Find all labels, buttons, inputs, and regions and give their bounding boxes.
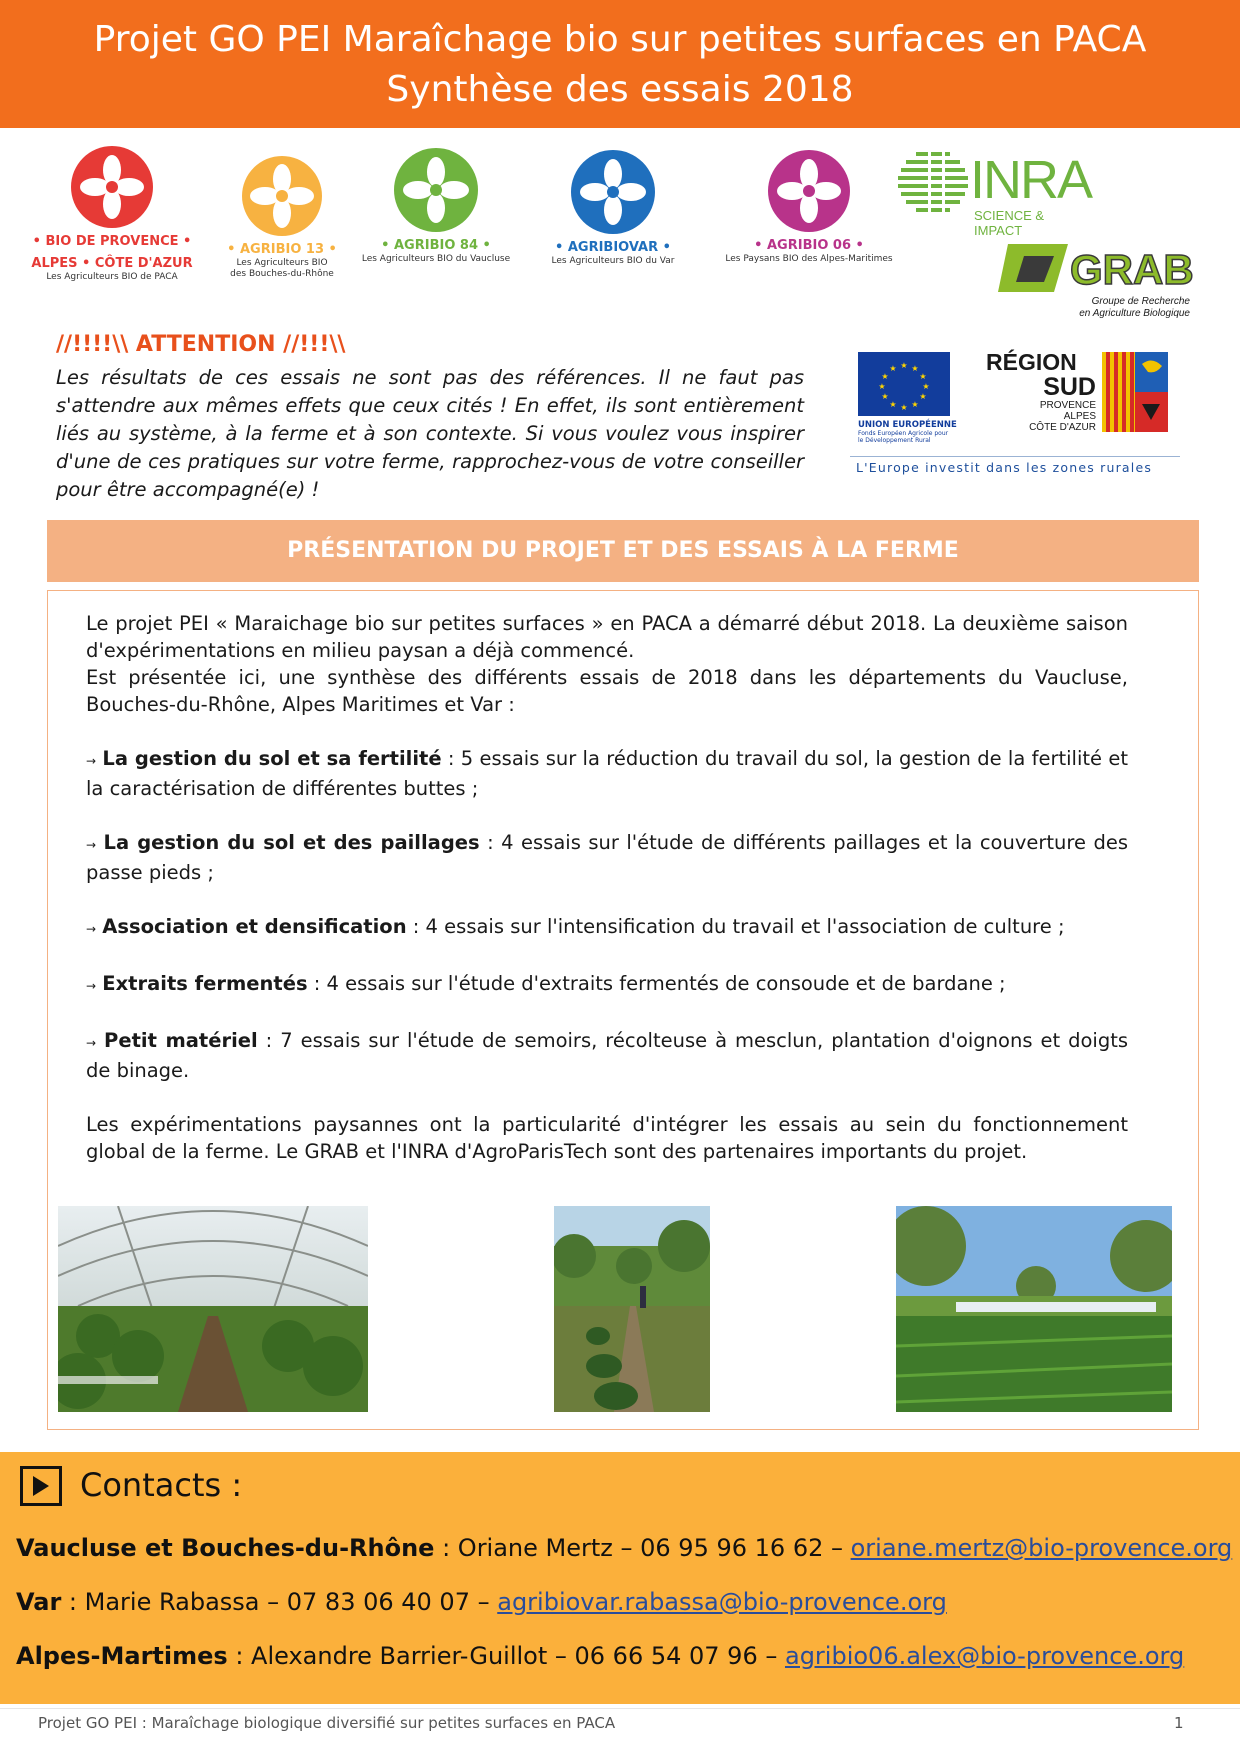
intro-paragraph-1: Le projet PEI « Maraichage bio sur petites surfaces » en PACA a démarré début 2018. La deuxième saison d'expérimentations en milieu paysan a déjà commencé. [86,612,1128,662]
eu-label: UNION EUROPÉENNE [858,420,957,430]
svg-text:★: ★ [889,400,897,409]
contact-region: Var [16,1588,62,1616]
section-title: PRÉSENTATION DU PROJET ET DES ESSAIS À LA FERME [287,538,959,563]
contact-person: : Alexandre Barrier-Guillot – 06 66 54 07 96 – [227,1642,785,1670]
photo-field [896,1206,1172,1412]
logo-subtitle: Les Paysans BIO des Alpes-Maritimes [725,254,893,264]
list-item [86,829,1128,886]
contact-person: : Marie Rabassa – 07 83 06 40 07 – [61,1588,498,1616]
grab-subtitle-1: Groupe de Recherche [1091,296,1190,307]
eu-flag-icon [858,352,950,416]
region-sud-logo [986,350,1096,433]
inra-wordmark: INRA [970,150,1092,210]
item-label: La gestion du sol et des paillages [103,831,480,854]
item-label: Association et densification [102,915,407,938]
page-subtitle: Synthèse des essais 2018 [386,69,854,110]
eu-region-logos [850,348,1180,476]
list-item [86,1027,1128,1084]
logo-name-2: ALPES • CÔTE D'AZUR [31,256,193,271]
flower-icon [242,156,322,236]
arrow-icon: → [86,922,97,936]
svg-text:★: ★ [889,364,897,373]
logo-inra [898,146,1092,238]
flower-icon [571,150,655,234]
photo-greenhouse [58,1206,368,1412]
arrow-icon: → [86,838,97,852]
svg-text:★: ★ [919,372,927,381]
arrow-icon: → [86,1036,97,1050]
svg-text:★: ★ [900,361,908,370]
svg-text:★: ★ [911,400,919,409]
contact-line [16,1640,1184,1672]
region-alpes: ALPES [1063,411,1096,422]
contacts-title: Contacts : [80,1466,243,1504]
arrow-icon: → [86,754,97,768]
contact-region: Vaucluse et Bouches-du-Rhône [16,1534,435,1562]
logo-name: • AGRIBIO 84 • [381,238,491,253]
svg-text:★: ★ [919,392,927,401]
inra-tagline: SCIENCE & IMPACT [974,208,1045,238]
attention-title: //!!!!\\ ATTENTION //!!!\\ [56,332,346,357]
logo-bio-de-provence [28,146,196,283]
header-band [0,0,1240,128]
flower-icon [71,146,153,228]
region-shield-icon [1102,352,1168,432]
region-label: RÉGION [986,349,1077,375]
item-label: Extraits fermentés [102,972,308,995]
item-label: Petit matériel [104,1029,258,1052]
logo-name: • AGRIBIO 13 • [227,242,337,257]
page-number: 1 [1174,1714,1184,1732]
outro-paragraph: Les expérimentations paysannes ont la particularité d'intégrer les essais au sein du fonctionnement global de la ferme. Le GRAB et l'INRA d'AgroParisTech sont des partenaires importants du projet. [86,1113,1128,1163]
logo-subtitle: Les Agriculteurs BIO de PACA [46,272,178,282]
flower-icon [394,148,478,232]
svg-text:★: ★ [911,364,919,373]
logo-agribiovar [538,150,688,267]
logo-subtitle: Les Agriculteurs BIO du Vaucluse [361,254,511,264]
flower-icon [768,150,850,232]
svg-text:★: ★ [900,403,908,412]
presentation-text [86,610,1128,1165]
logo-name: • AGRIBIOVAR • [555,240,671,255]
contact-person: : Oriane Mertz – 06 95 96 16 62 – [434,1534,851,1562]
eu-divider [850,456,1180,457]
item-text: : 4 essais sur l'étude d'extraits fermentés de consoude et de bardane ; [307,972,1006,995]
logo-grab [998,240,1198,324]
list-item [86,745,1128,802]
inra-globe-icon [898,148,968,218]
contact-region: Alpes-Martimes [16,1642,228,1670]
logo-subtitle: Les Agriculteurs BIO du Var [551,256,675,266]
eu-invest-tagline: L'Europe investit dans les zones rurales [856,460,1153,475]
item-text: : 4 essais sur l'intensification du travail et l'association de culture ; [406,915,1065,938]
page-title: Projet GO PEI Maraîchage bio sur petites surfaces en PACA [93,19,1147,60]
item-text: : 7 essais sur l'étude de semoirs, récolteuse à mesclun, plantation d'oignons et doigts de binage. [86,1029,1128,1082]
contact-line [16,1532,1232,1564]
item-text: : 5 essais sur la réduction du travail du sol, la gestion de la fertilité et la caractérisation de différentes buttes ; [86,747,1128,800]
logo-name: • BIO DE PROVENCE • [32,234,192,249]
footer-text: Projet GO PEI : Maraîchage biologique diversifié sur petites surfaces en PACA [38,1714,616,1732]
grab-subtitle [1010,296,1190,320]
eu-caption [858,420,978,444]
list-item [86,970,1128,1000]
svg-text:★: ★ [878,382,886,391]
region-provence: PROVENCE [1039,400,1096,411]
item-text: : 4 essais sur l'étude de différents paillages et la couverture des passe pieds ; [86,831,1128,884]
grab-wordmark: GRAB [1070,246,1194,293]
logo-agribio-13 [218,156,346,280]
logo-name: • AGRIBIO 06 • [754,238,864,253]
region-sud: SUD [1043,373,1096,401]
eu-fund: Fonds Européen Agricole pour le Développement Rural [858,430,949,444]
grab-subtitle-2: en Agriculture Biologique [1079,308,1190,319]
logo-subtitle-2: des Bouches-du-Rhône [230,269,334,279]
svg-text:★: ★ [881,392,889,401]
photo-garden-path [554,1206,710,1412]
contact-email-link[interactable]: agribio06.alex@bio-provence.org [784,1642,1185,1670]
svg-text:★: ★ [881,372,889,381]
grab-leaf-icon [998,240,1078,296]
region-cote: CÔTE D'AZUR [1029,422,1096,433]
arrow-icon: → [86,979,97,993]
contact-email-link[interactable]: agribiovar.rabassa@bio-provence.org [497,1588,947,1616]
contact-line [16,1586,947,1618]
logo-subtitle: Les Agriculteurs BIO [236,258,328,268]
item-label: La gestion du sol et sa fertilité [102,747,442,770]
section-header [47,520,1199,582]
list-item [86,913,1128,943]
contact-email-link[interactable]: oriane.mertz@bio-provence.org [850,1534,1233,1562]
play-icon [20,1466,62,1506]
attention-text: Les résultats de ces essais ne sont pas des références. Il ne faut pas s'attendre aux mêmes effets que ceux cités ! En effet, ils sont entièrement liés au système, à la ferme et à son contexte. Si vous voulez vous inspirer d'une de ces pratiques sur votre ferme, rapprochez-vous de votre conseiller pour être accompagné(e) ! [56,366,804,501]
logo-agribio-84 [356,148,516,265]
logo-agribio-06 [720,150,898,265]
intro-paragraph-2: Est présentée ici, une synthèse des différents essais de 2018 dans les départements du Vaucluse, Bouches-du-Rhône, Alpes Maritimes et Var : [86,666,1128,716]
svg-text:★: ★ [922,382,930,391]
